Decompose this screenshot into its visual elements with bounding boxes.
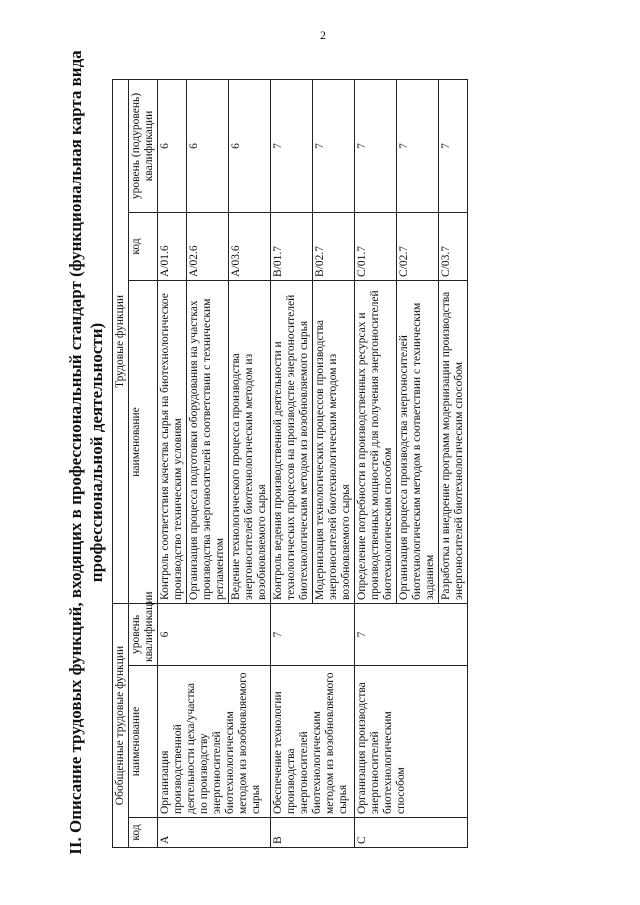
group-name: Организация производственной деятельности цеха/участка по производству энергоносителей биотехнологическим методом из возобновляемого сырья (158, 666, 271, 818)
group-level: 7 (271, 603, 355, 665)
function-name: Контроль ведения производственной деятельности и технологических процессов на производстве энергоносителей биотехнологическим методом из возобновляемого сырья (271, 280, 313, 603)
function-level: 7 (439, 79, 468, 212)
function-code: A/01.6 (158, 212, 187, 280)
group-level: 7 (355, 603, 468, 665)
function-name: Ведение технологического процесса производства энергоносителей биотехнологическим методом из возобновляемого сырья (229, 280, 271, 603)
function-name: Определение потребности в производственных ресурсах и производственных мощностей для получения энергоносителей биотехнологическим способом (355, 280, 397, 603)
header-functions: Трудовые функции (113, 79, 129, 603)
function-level: 6 (158, 79, 187, 212)
function-name: Организация процесса производства энергоносителей биотехнологическим методом в соответствии с техническим заданием (397, 280, 439, 603)
group-code: B (271, 818, 355, 848)
section-title: II. Описание трудовых функций, входящих в профессиональный стандарт (функциональная карта вида (66, 50, 85, 855)
function-code: B/01.7 (271, 212, 313, 280)
function-name: Контроль соответствия качества сырья на биотехнологическое производство техническим условиям (158, 280, 187, 603)
functional-map-table (112, 79, 468, 848)
function-level: 7 (355, 79, 397, 212)
header-sub-level: уровень (подуровень) квалификации (129, 79, 158, 212)
function-name: Организация процесса подготовки оборудования на участках производства энергоносителей в соответствии с техническим регламентом (187, 280, 229, 603)
group-code: A (158, 818, 271, 848)
header-function-name: наименование (129, 280, 158, 603)
function-code: C/02.7 (397, 212, 439, 280)
function-code: C/03.7 (439, 212, 468, 280)
function-code: B/02.7 (313, 212, 355, 280)
function-name: Модернизация технологических процессов производства энергоносителей биотехнологическим методом из возобновляемого сырья (313, 280, 355, 603)
table-row (355, 79, 397, 847)
header-qual-level: уровень квалификации (129, 603, 158, 665)
function-level: 7 (271, 79, 313, 212)
group-code: C (355, 818, 468, 848)
function-code: A/03.6 (229, 212, 271, 280)
page-number: 2 (320, 28, 326, 42)
group-name: Обеспечение технологии производства энергоносителей биотехнологическим методом из возобновляемого сырья (271, 666, 355, 818)
function-level: 6 (229, 79, 271, 212)
function-code: C/01.7 (355, 212, 397, 280)
group-level: 6 (158, 603, 271, 665)
header-code: код (129, 818, 158, 848)
section-title-line2: профессиональной деятельности) (87, 322, 106, 583)
header-name: наименование (129, 666, 158, 818)
table-row (158, 79, 187, 847)
function-name: Разработка и внедрение программ модернизации производства энергоносителей биотехнологическим способом (439, 280, 468, 603)
function-level: 6 (187, 79, 229, 212)
function-level: 7 (313, 79, 355, 212)
function-level: 7 (397, 79, 439, 212)
table-row (271, 79, 313, 847)
group-name: Организация производства энергоносителей биотехнологическим способом (355, 666, 468, 818)
header-function-code: код (129, 212, 158, 280)
function-code: A/02.6 (187, 212, 229, 280)
header-generalized: Обобщенные трудовые функции (113, 603, 129, 847)
